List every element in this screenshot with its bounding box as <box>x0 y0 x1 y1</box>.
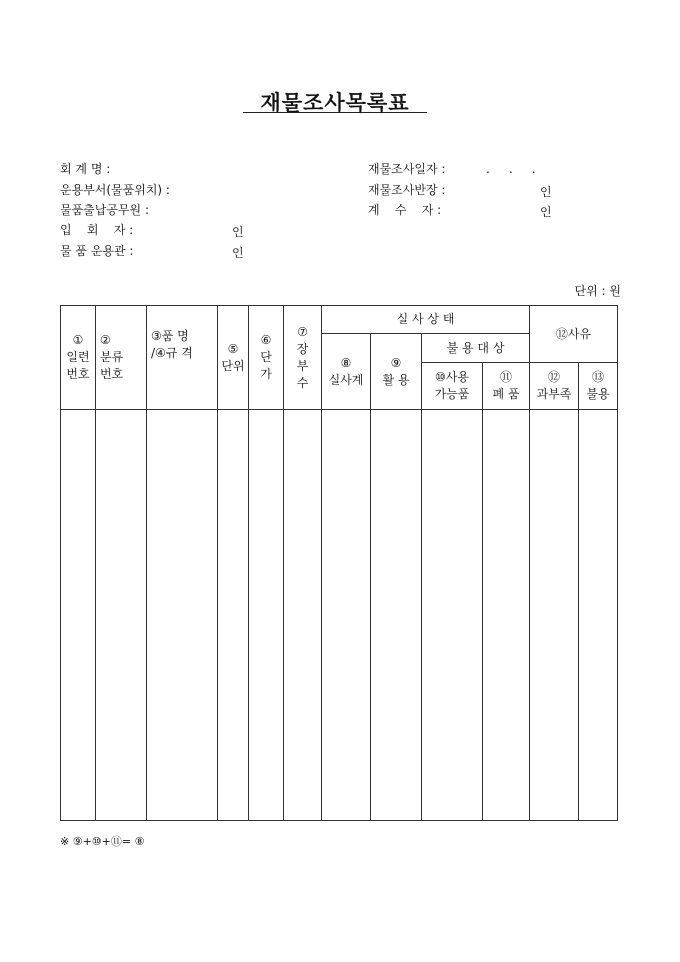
info-survey-leader: 재물조사반장 : <box>368 183 446 197</box>
header-unusable: 불 용 대 상 <box>422 334 530 363</box>
info-goods-officer: 물품출납공무원 : <box>60 203 150 217</box>
info-counter: 계 수 자 : <box>368 203 442 217</box>
info-account-name: 회 계 명 : <box>60 162 111 176</box>
document-title: 재물조사목록표 <box>260 90 410 115</box>
leader-seal: 인 <box>540 185 552 199</box>
info-witness: 입 회 자 : <box>60 223 134 237</box>
manager-seal: 인 <box>232 246 244 260</box>
inventory-table <box>60 305 618 821</box>
cell-actual-total <box>322 410 371 821</box>
table-body-row <box>61 410 618 821</box>
header-reason: ⑫사유 <box>530 306 618 363</box>
header-actual-state: 실 사 상 태 <box>322 306 530 334</box>
title-underline <box>243 112 427 113</box>
info-survey-date: 재물조사일자 : <box>368 162 446 176</box>
cell-in-use <box>371 410 422 821</box>
header-serial: ① 일련 번호 <box>61 306 96 410</box>
cell-serial <box>61 410 96 821</box>
info-department: 운용부서(물품위치) : <box>60 183 170 197</box>
unit-label: 단위 : 원 <box>574 284 621 298</box>
cell-usable <box>422 410 483 821</box>
cell-ledger <box>284 410 322 821</box>
counter-seal: 인 <box>540 205 552 219</box>
header-actual-total: ⑧ 실사계 <box>322 334 371 410</box>
formula-note: ※ ⑨+⑩+⑪= ⑧ <box>60 835 145 848</box>
header-surplus: ⑫ 과부족 <box>530 363 579 410</box>
header-in-use: ⑨ 활 용 <box>371 334 422 410</box>
cell-scrap <box>483 410 530 821</box>
cell-surplus <box>530 410 579 821</box>
header-scrap: ⑪ 폐 품 <box>483 363 530 410</box>
header-disuse: ⑬ 불용 <box>579 363 618 410</box>
header-class-no: ② 분류 번호 <box>96 306 147 410</box>
header-unit: ⑤ 단위 <box>218 306 249 410</box>
cell-class-no <box>96 410 147 821</box>
header-price: ⑥ 단 가 <box>249 306 284 410</box>
cell-name-spec <box>147 410 218 821</box>
header-usable: ⑩사용 가능품 <box>422 363 483 410</box>
survey-date-value: . . . <box>486 162 536 176</box>
cell-price <box>249 410 284 821</box>
info-goods-manager: 물 품 운용관 : <box>60 244 134 258</box>
cell-unit <box>218 410 249 821</box>
cell-disuse <box>579 410 618 821</box>
header-name-spec: ③품 명 /④규 격 <box>147 306 218 410</box>
header-ledger: ⑦ 장 부 수 <box>284 306 322 410</box>
witness-seal: 인 <box>232 225 244 239</box>
